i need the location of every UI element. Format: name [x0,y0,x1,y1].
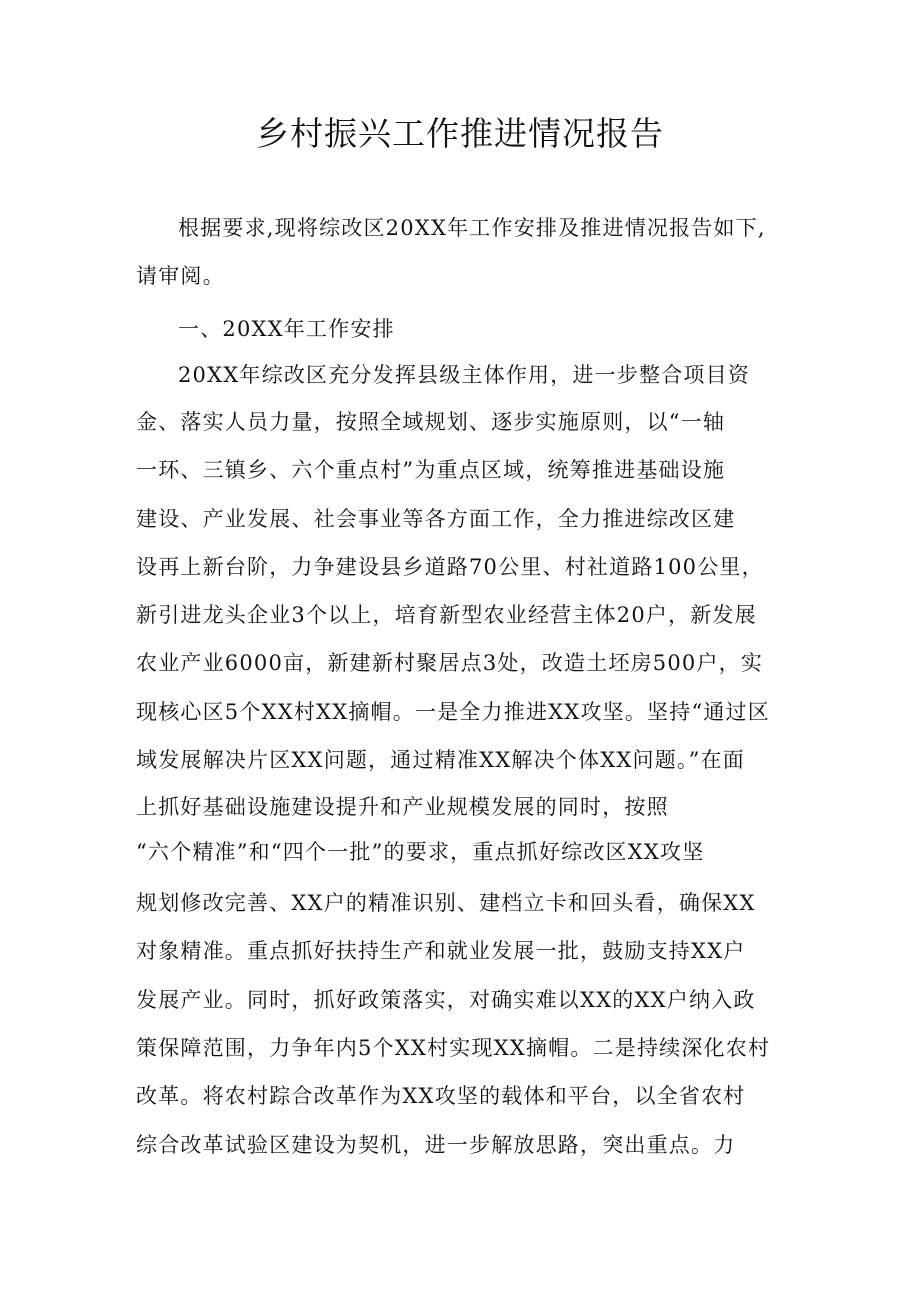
paragraph-line: 综合改革试验区建设为契机，进一步解放思路，突出重点。力 [136,1133,736,1157]
paragraph-line: 上抓好基础设施建设提升和产业规模发展的同时，按照 [136,795,669,819]
paragraph-line: 新引进龙头企业3个以上，培育新型农业经营主体20户，新发展 [136,603,757,627]
paragraph-line: 发展产业。同时，抓好政策落实，对确实难以XX的XX户纳入政 [136,988,756,1012]
document-title: 乡村振兴工作推进情况报告 [256,114,664,153]
paragraph-line: 改革。将农村踪合改革作为XX攻坚的载体和平台，以全省农村 [136,1084,746,1108]
paragraph-line: 策保障范围，力争年内5个XX村实现XX摘帽。二是持续深化农村 [136,1036,771,1060]
paragraph-line: 设再上新台阶，力争建设县乡道路70公里、村社道路100公里， [136,555,764,579]
paragraph-line: 20XX年综改区充分发挥县级主体作用，进一步整合项目资 [178,363,751,387]
paragraph-line: 一环、三镇乡、六个重点村”为重点区域，统筹推进基础设施 [136,458,726,482]
paragraph-line: 请审阅。 [136,264,225,288]
section-heading: 一、20XX年工作安排 [178,317,395,341]
paragraph-line: 规划修改完善、XX户的精准识别、建档立卡和回头看，确保XX [136,891,756,915]
paragraph-line: 农业产业6000亩，新建新村聚居点3处，改造土坯房500户，实 [136,651,764,675]
paragraph-line: 金、落实人员力量，按照全域规划、逐步实施原则，以“一轴 [136,410,726,434]
paragraph-line: 根据要求,现将综改区20XX年工作安排及推进情况报告如下, [178,216,766,240]
paragraph-line: 对象精准。重点抓好扶持生产和就业发展一批，鼓励支持XX户 [136,939,746,963]
paragraph-line: 现核心区5个XX村XX摘帽。一是全力推进XX攻坚。坚持“通过区 [136,700,770,724]
paragraph-line: 建设、产业发展、社会事业等各方面工作，全力推进综改区建 [136,507,736,531]
paragraph-line: “六个精准”和“四个一批”的要求，重点抓好综改区XX攻坚 [136,840,705,864]
paragraph-line: 域发展解决片区XX问题，通过精准XX解决个体XX问题。”在面 [136,748,745,772]
